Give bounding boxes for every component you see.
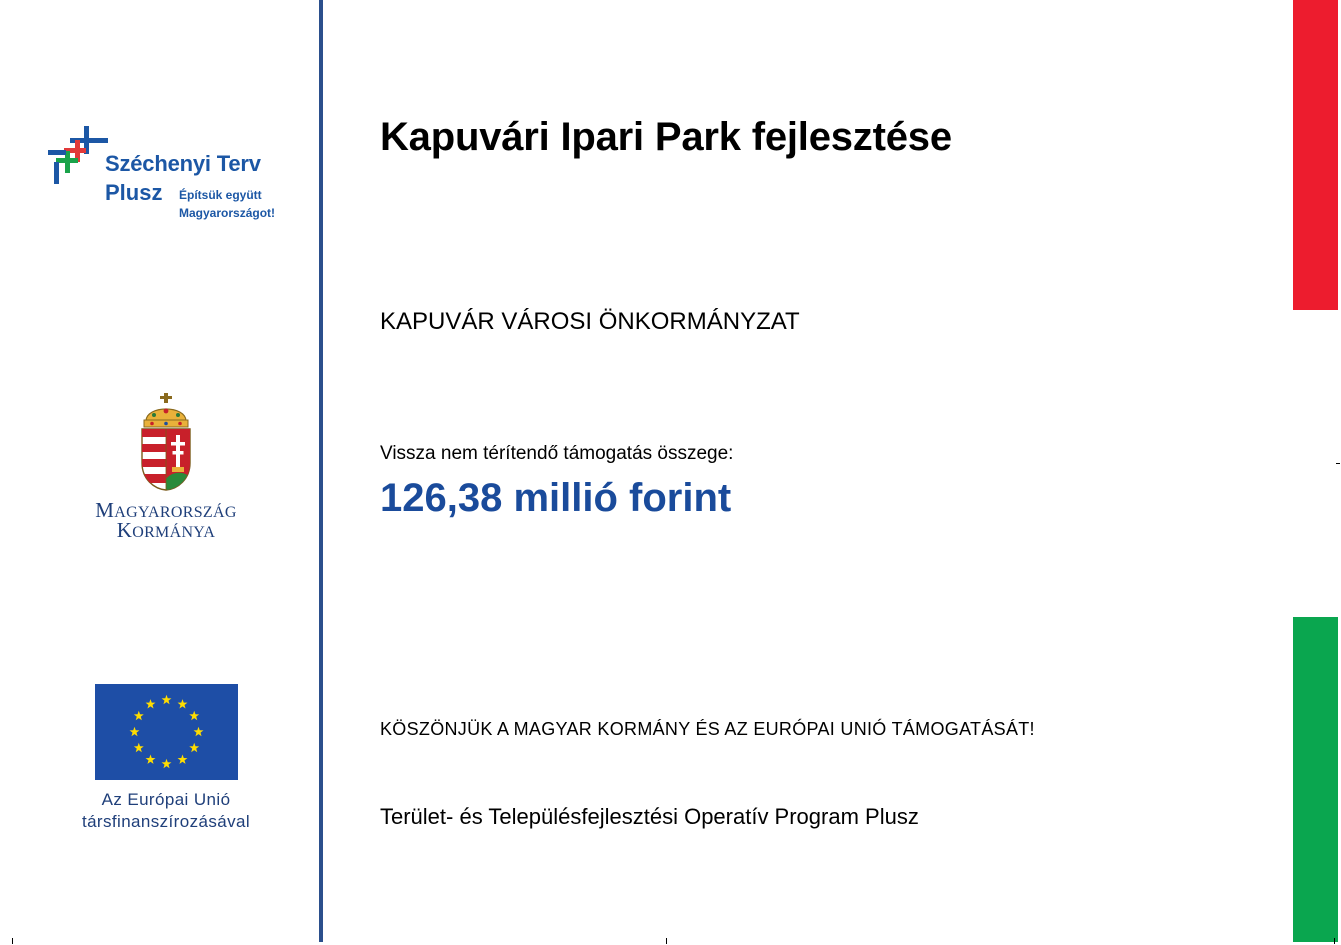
flag-stripe-green bbox=[1293, 617, 1338, 942]
hungarian-coat-of-arms-icon bbox=[140, 393, 192, 491]
szechenyi-logo-tagline-2: Magyarországot! bbox=[179, 206, 276, 220]
grant-label: Vissza nem térítendő támogatás összege: bbox=[380, 443, 734, 464]
crop-mark bbox=[1336, 463, 1340, 464]
eu-flag-icon bbox=[95, 684, 238, 780]
vertical-divider bbox=[319, 0, 323, 942]
flag-stripe-red bbox=[1293, 0, 1338, 310]
crop-mark bbox=[1334, 938, 1335, 944]
beneficiary-name: KAPUVÁR VÁROSI ÖNKORMÁNYZAT bbox=[380, 308, 800, 335]
project-title: Kapuvári Ipari Park fejlesztése bbox=[380, 115, 952, 159]
thanks-message: KÖSZÖNJÜK A MAGYAR KORMÁNY ÉS AZ EURÓPAI UNIÓ TÁMOGATÁSÁT! bbox=[380, 719, 1035, 739]
grant-amount: 126,38 millió forint bbox=[380, 476, 732, 520]
szechenyi-logo-tagline: Építsük együtt bbox=[179, 188, 262, 202]
program-name: Terület- és Településfejlesztési Operatív Program Plusz bbox=[380, 804, 919, 829]
crop-mark bbox=[12, 938, 13, 944]
szechenyi-cross-icon bbox=[48, 124, 110, 186]
szechenyi-logo-subtitle: Plusz bbox=[105, 180, 163, 205]
eu-logo-caption-line-1: Az Európai Unió bbox=[101, 790, 231, 809]
government-logo-line-1: MAGYARORSZÁG bbox=[95, 498, 237, 522]
szechenyi-logo-title: Széchenyi Terv bbox=[105, 151, 261, 176]
crop-mark bbox=[666, 938, 667, 944]
government-logo-line-2: KORMÁNYA bbox=[116, 518, 216, 542]
flag-stripe-white bbox=[1293, 310, 1338, 617]
eu-logo-caption-line-2: társfinanszírozásával bbox=[81, 812, 251, 831]
